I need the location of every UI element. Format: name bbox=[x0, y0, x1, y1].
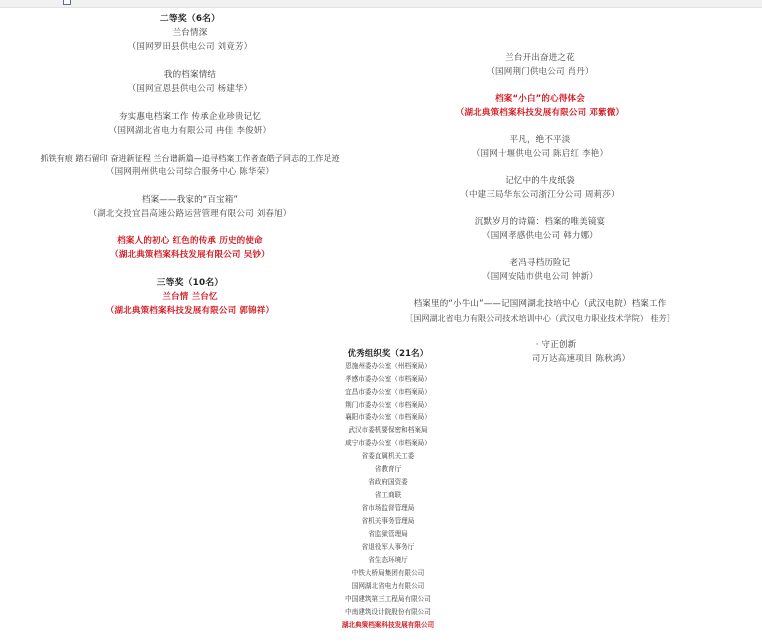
top-toolbar-strip bbox=[0, 0, 762, 8]
entry-author-highlight: （湖北典策档案科技发展有限公司 郭锦祥） bbox=[105, 306, 275, 316]
entry-title: 档案——我家的“百宝箱” bbox=[141, 195, 239, 205]
entry-title: 兰台开出奋进之花 bbox=[505, 53, 575, 63]
org-item: 中国建筑第三工程局有限公司 bbox=[345, 595, 431, 603]
org-item: 国网湖北省电力有限公司 bbox=[351, 582, 425, 590]
entry-author: （国网十堰供电公司 陈启红 李艳） bbox=[471, 149, 609, 159]
entry-author: （国网荆门供电公司 肖丹） bbox=[486, 67, 594, 77]
entry-title-highlight: 兰台情 兰台忆 bbox=[162, 292, 218, 302]
entry-author: （国网安陆市供电公司 钟新） bbox=[481, 272, 599, 282]
entry-title-highlight: 档案“小白”的心得体会 bbox=[495, 94, 585, 104]
org-item: 荆门市委办公室（市档案局） bbox=[345, 401, 431, 409]
second-prize-heading: 二等奖（6名） bbox=[159, 14, 221, 24]
org-item: 宜昌市委办公室（市档案局） bbox=[345, 388, 431, 396]
entry-author: （湖北交投宜昌高速公路运营管理有限公司 刘春旭） bbox=[88, 209, 292, 219]
org-item: 省市场监督管理局 bbox=[361, 504, 415, 512]
org-item: 省生态环境厅 bbox=[368, 556, 408, 564]
third-prize-heading: 三等奖（10名） bbox=[156, 278, 224, 288]
entry-author: （中建三局华东公司浙江分公司 周莉莎） bbox=[460, 190, 620, 200]
entry-author: （国网荆州供电公司综合服务中心 陈华荣） bbox=[105, 167, 275, 177]
entry-author-highlight: （湖北典策档案科技发展有限公司 邓紫微） bbox=[455, 108, 625, 118]
org-item: 省工商联 bbox=[374, 491, 402, 499]
entry-author: （国网孝感供电公司 韩力娜） bbox=[481, 231, 599, 241]
entry-title: 我的档案情结 bbox=[163, 70, 217, 80]
org-item: 武汉市委机要保密和档案局 bbox=[348, 426, 428, 434]
org-item: 中铁大桥局集团有限公司 bbox=[351, 569, 425, 577]
org-item: 省机关事务管理局 bbox=[361, 517, 415, 525]
entry-title: 夯实惠电档案工作 传承企业珍贵记忆 bbox=[118, 112, 262, 122]
entry-author: 司万达高速项目 陈秋鸿） bbox=[531, 354, 631, 364]
entry-author-highlight: （湖北典策档案科技发展有限公司 吴钞） bbox=[110, 250, 270, 260]
org-item: 省委直属机关工委 bbox=[361, 452, 415, 460]
entry-title: 档案里的“小牛山”——记国网湖北技培中心（武汉电院）档案工作 bbox=[413, 299, 667, 309]
org-item: 襄阳市委办公室（市档案局） bbox=[345, 413, 431, 421]
org-award-heading: 优秀组织奖（21名） bbox=[347, 348, 429, 358]
org-item: 省政府国资委 bbox=[368, 478, 408, 486]
org-item: 孝感市委办公室（市档案局） bbox=[345, 375, 431, 383]
entry-title: 平凡，绝不平淡 bbox=[509, 135, 571, 145]
entry-title-highlight: 档案人的初心 红色的传承 历史的使命 bbox=[117, 236, 263, 246]
entry-author: ［国网湖北省电力有限公司技术培训中心（武汉电力职业技术学院） 桂芳］ bbox=[405, 313, 675, 323]
entry-title: · 守正创新 bbox=[535, 340, 577, 350]
entry-author: （国网宣恩县供电公司 杨建华） bbox=[127, 84, 253, 94]
entry-author: （国网罗田县供电公司 刘竟芳） bbox=[127, 42, 253, 52]
org-item: 恩施州委办公室（州档案局） bbox=[345, 362, 431, 370]
entry-author: （国网湖北省电力有限公司 冉佳 李俊妍） bbox=[108, 126, 272, 136]
org-item-highlight: 湖北典策档案科技发展有限公司 bbox=[341, 621, 435, 629]
page-corner-marker bbox=[63, 0, 71, 5]
org-item: 咸宁市委办公室（市档案局） bbox=[345, 439, 431, 447]
entry-title: 记忆中的牛皮纸袋 bbox=[505, 176, 575, 186]
org-item: 省退役军人事务厅 bbox=[361, 543, 415, 551]
org-item: 省监狱管理局 bbox=[368, 530, 408, 538]
entry-title: 抓铁有痕 踏石留印 奋进新征程 兰台谱新篇—追寻档案工作者查皓子同志的工作足迹 bbox=[40, 153, 340, 163]
entry-title: 老冯寻档历险记 bbox=[509, 258, 571, 268]
entry-title: 兰台情深 bbox=[172, 28, 208, 38]
entry-title: 沉默岁月的诗篇：档案的唯美镜宴 bbox=[474, 217, 606, 227]
org-item: 中南建筑设计院股份有限公司 bbox=[345, 608, 431, 616]
org-item: 省教育厅 bbox=[374, 465, 402, 473]
